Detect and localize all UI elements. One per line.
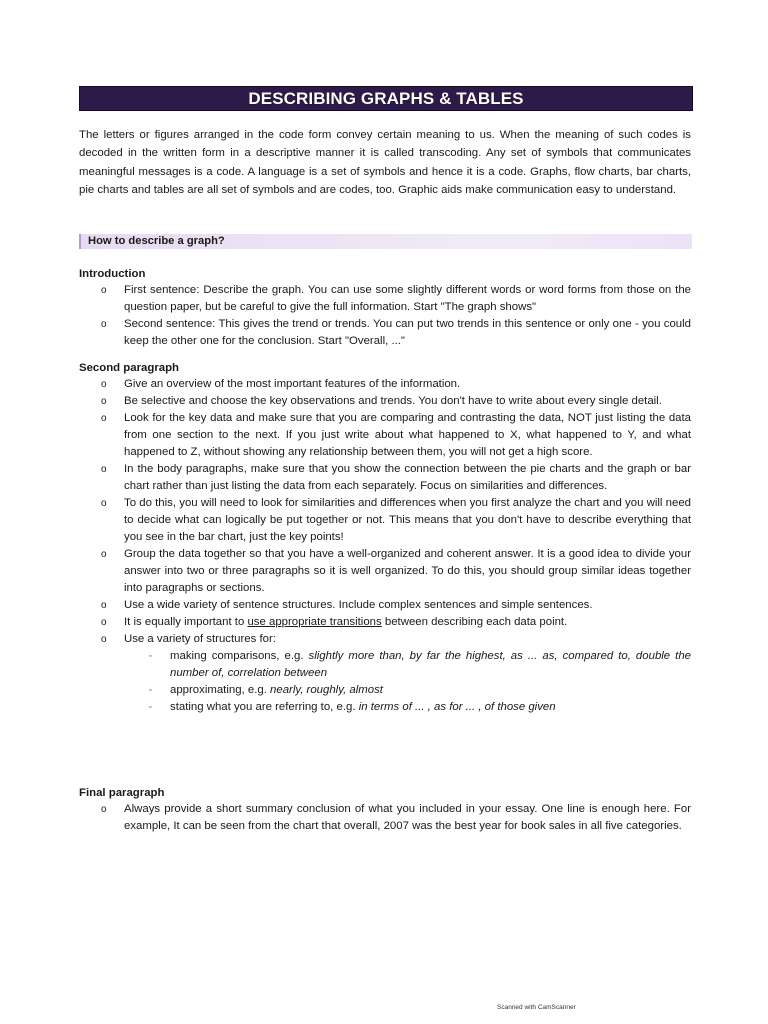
structures-sublist [124,648,691,716]
second-paragraph-heading: Second paragraph [79,362,180,374]
sub-item-examples: in terms of ... , as for ... , of those given [358,701,556,713]
list-item [79,461,691,495]
list-item [79,410,691,461]
list-item [79,631,691,716]
introduction-list [79,282,691,350]
transitions-after-text: between describing each data point. [381,616,568,628]
list-item-text: In the body paragraphs, make sure that you show the connection between the pie charts and the graph or bar chart rather than just listing the data from each separately. Focus on similarities and differences. [124,463,691,492]
sub-item-examples: slightly more than, by far the highest, as ... as, compared to, double the number of, correlation between [170,650,691,679]
list-item [79,282,691,316]
bullet-icon: o [101,617,107,628]
list-item-text: Use a variety of structures for: [124,633,276,645]
bullet-icon: o [101,413,107,424]
list-item-text: Always provide a short summary conclusion of what you included in your essay. One line is enough here. For example, It can be seen from the chart that overall, 2007 was the best year for book sales in all five categories. [124,803,691,832]
list-item-text: First sentence: Describe the graph. You can use some slightly different words or word forms from those on the question paper, but be careful to give the full information. Start "The graph shows" [124,284,691,313]
list-item-text: Be selective and choose the key observations and trends. You don't have to write about every single detail. [124,395,662,407]
bullet-icon: o [101,549,107,560]
sub-item-lead: stating what you are referring to, e.g. [170,701,359,713]
list-item [79,614,691,631]
sub-list-item [124,699,691,716]
square-bullet-icon: ▫ [149,687,152,694]
bullet-icon: o [101,498,107,509]
intro-paragraph: The letters or figures arranged in the code form convey certain meaning to us. When the meaning of such codes is decoded in the written form in a descriptive manner it is called transcoding. Any set of symbols that communicates meaningful messages is a code. A language is a set of symbols and hence it is a code. Graphs, flow charts, bar charts, pie charts and tables are all set of symbols and are codes, too. Graphic aids make communication easy to understand. [79,129,691,197]
list-item [79,801,691,835]
list-item-text: Group the data together so that you have a well-organized and coherent answer. It is a good idea to divide your answer into two or three paragraphs so it is well organized. To do this, you should group similar ideas together into paragraphs or sections. [124,548,691,594]
second-paragraph-list [79,376,691,716]
title-banner [79,86,693,111]
square-bullet-icon: ▫ [149,704,152,711]
bullet-icon: o [101,804,107,815]
sub-item-lead: making comparisons, e.g. [170,650,309,662]
list-item-text: To do this, you will need to look for similarities and differences when you first analyze the chart and you will need to decide what can logically be put together or not. This means that you don't have to describe everything that you see in the bar chart, just the key points! [124,497,691,543]
final-paragraph-heading: Final paragraph [79,787,165,799]
transitions-link[interactable]: use appropriate transitions [247,616,382,628]
list-item-text: Give an overview of the most important features of the information. [124,378,461,390]
bullet-icon: o [101,396,107,407]
bullet-icon: o [101,600,107,611]
sub-item-lead: approximating, e.g. [170,684,271,696]
bullet-icon: o [101,634,107,645]
list-item-text: Use a wide variety of sentence structures. Include complex sentences and simple sentences. [124,599,593,611]
list-item-text: Second sentence: This gives the trend or trends. You can put two trends in this sentence or only one - you could keep the other one for the conclusion. Start "Overall, ..." [124,318,691,347]
introduction-heading: Introduction [79,268,146,280]
list-item [79,393,691,410]
scanner-watermark: Scanned with CamScanner [497,1004,576,1011]
final-paragraph-list [79,801,691,835]
bullet-icon: o [101,464,107,475]
bullet-icon: o [101,319,107,330]
sub-item-examples: nearly, roughly, almost [270,684,383,696]
transitions-before-text: It is equally important to [124,616,248,628]
list-item [79,495,691,546]
sub-list-item [124,682,691,699]
bullet-icon: o [101,285,107,296]
bullet-icon: o [101,379,107,390]
page-title: DESCRIBING GRAPHS & TABLES [248,88,524,108]
list-item [79,597,691,614]
list-item [79,316,691,350]
list-item [79,546,691,597]
list-item [79,376,691,393]
section-banner [79,234,692,249]
sub-list-item [124,648,691,682]
square-bullet-icon: ▫ [149,653,152,660]
section-title: How to describe a graph? [88,235,225,247]
list-item-text: Look for the key data and make sure that you are comparing and contrasting the data, NOT just listing the data from one section to the next. If you just write about what happened to X, what happened to Y, and what happened to Z, without showing any relationship between them, you will not get a high score. [124,412,691,458]
